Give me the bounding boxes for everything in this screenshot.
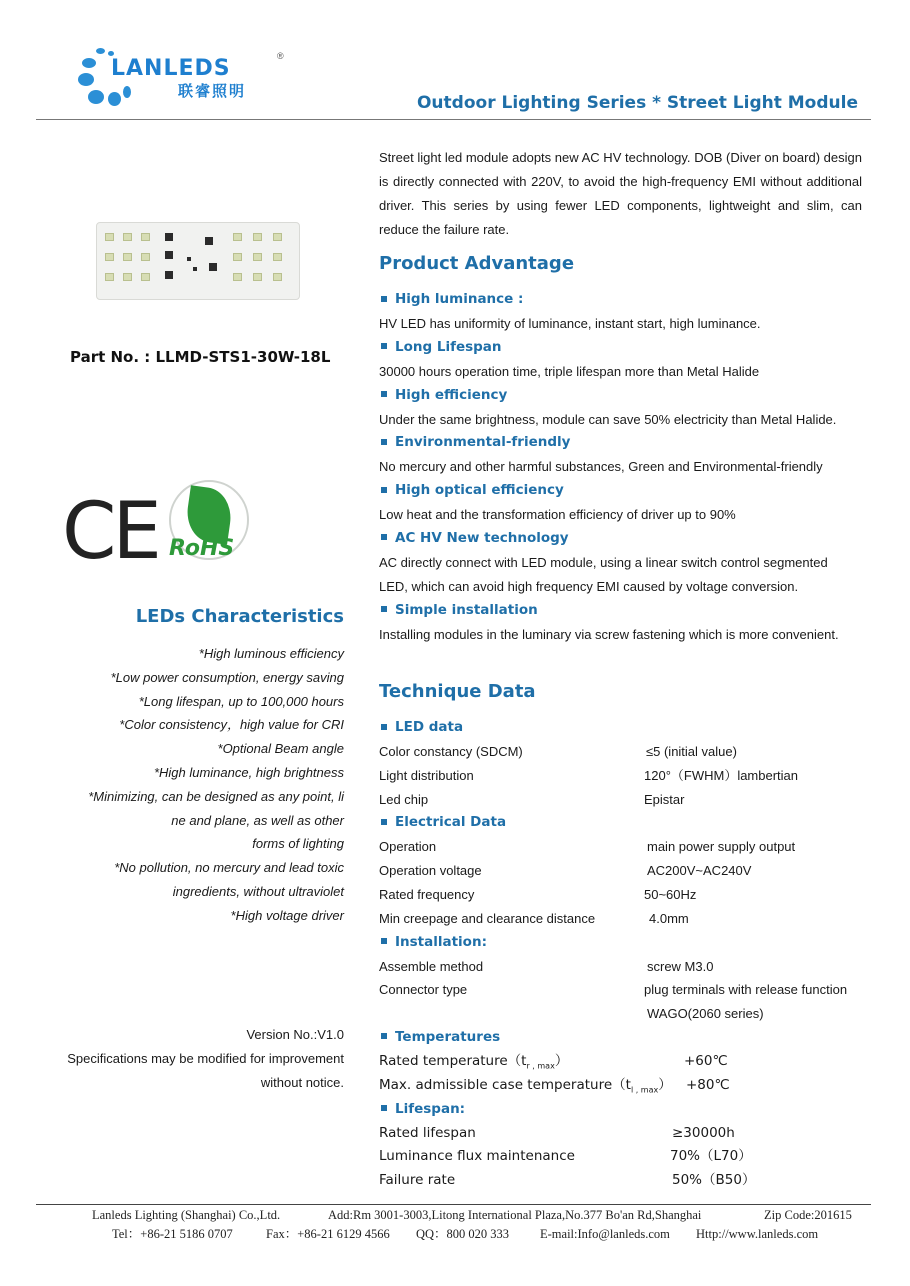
- characteristic-item: *Long lifespan, up to 100,000 hours: [138, 693, 344, 709]
- version-number: Version No.:V1.0: [246, 1027, 344, 1042]
- spec-row: Min creepage and clearance distance 4.0mm: [379, 910, 689, 926]
- intro-paragraph: Street light led module adopts new AC HV technology. DOB (Diver on board) design is directly connected with 220V, to avoid the high-frequency EMI without additional driver. This series by using fewer LED components, lightweight and slim, can reduce the failure rate.: [379, 150, 862, 237]
- ce-mark-icon: CE: [62, 487, 158, 577]
- advantage-heading: High luminance :: [395, 291, 524, 307]
- technique-data-title: Technique Data: [379, 681, 536, 702]
- spec-row: WAGO(2060 series): [647, 1006, 764, 1022]
- logo-dot: [78, 73, 94, 86]
- brand-name: LANLEDS: [111, 56, 231, 81]
- part-number: Part No. : LLMD-STS1-30W-18L: [70, 348, 331, 366]
- spec-row: Connector type plug terminals with release function: [379, 982, 848, 998]
- spec-row: Rated lifespan ≥30000h: [379, 1124, 735, 1141]
- header-divider: [36, 119, 871, 120]
- characteristic-item: *Color consistency，high value for CRI: [119, 717, 344, 733]
- characteristic-item: *Optional Beam angle: [217, 741, 344, 757]
- spec-row: Light distribution 120°（FWHM）lambertian: [379, 767, 799, 783]
- version-note: without notice.: [260, 1075, 344, 1090]
- page-title: Outdoor Lighting Series * Street Light Module: [416, 93, 858, 113]
- spec-row: Operation voltage AC200V~AC240V: [379, 863, 752, 879]
- version-note: Specifications may be modified for improvement: [67, 1051, 344, 1066]
- bullet-square-icon: [381, 938, 387, 944]
- section-heading: Lifespan:: [395, 1100, 466, 1117]
- spec-row: Failure rate 50%（B50）: [379, 1172, 756, 1189]
- advantage-text: HV LED has uniformity of luminance, instant start, high luminance.: [379, 316, 761, 331]
- footer: [36, 1206, 871, 1244]
- footer-qq: QQ：800 020 333: [416, 1227, 510, 1241]
- spec-row: Led chip Epistar: [379, 791, 685, 807]
- product-advantage-title: Product Advantage: [379, 253, 575, 274]
- footer-email[interactable]: E-mail:Info@lanleds.com: [540, 1227, 670, 1241]
- bullet-square-icon: [381, 819, 387, 825]
- logo-dot: [108, 92, 121, 106]
- spec-row: Rated $temperature(t_{r , max})$ +60℃: [379, 1052, 728, 1071]
- logo-dot: [123, 86, 131, 98]
- bullet-square-icon: [381, 487, 387, 493]
- advantage-text: 30000 hours operation time, triple lifespan more than Metal Halide: [379, 363, 760, 379]
- advantage-text: No mercury and other harmful substances, Green and Environmental-friendly: [379, 459, 823, 475]
- bullet-square-icon: [381, 296, 387, 302]
- spec-row: Rated frequency 50~60Hz: [379, 886, 697, 902]
- spec-row: Max. admissible case $temperature(t_{l , max})$ +80℃: [379, 1076, 730, 1095]
- advantage-heading: Environmental-friendly: [395, 434, 571, 451]
- bullet-square-icon: [381, 1033, 387, 1039]
- characteristic-item: *High luminance, high brightness: [153, 764, 344, 780]
- characteristic-item: forms of lighting: [252, 836, 344, 852]
- footer-fax: Fax：+86-21 6129 4566: [266, 1227, 390, 1241]
- section-heading: Temperatures: [395, 1028, 501, 1045]
- footer-address: Add:Rm 3001-3003,Litong International Plaza,No.377 Bo'an Rd,Shanghai: [328, 1208, 702, 1222]
- characteristic-item: *Low power consumption, energy saving: [110, 669, 344, 685]
- spec-row: Color constancy (SDCM) ≤5 (initial value): [379, 744, 737, 759]
- advantage-text: Low heat and the transformation efficiency of driver up to 90%: [379, 507, 736, 523]
- advantage-heading: AC HV New technology: [395, 529, 569, 546]
- bullet-square-icon: [381, 439, 387, 445]
- spec-row: Luminance flux maintenance 70%（L70）: [379, 1148, 752, 1165]
- characteristic-item: ingredients, without ultraviolet: [172, 883, 344, 899]
- footer-website[interactable]: Http://www.lanleds.com: [696, 1227, 819, 1241]
- spec-row: Operation main power supply output: [379, 839, 796, 855]
- bullet-square-icon: [381, 724, 387, 730]
- registered-mark: ®: [277, 51, 284, 61]
- advantage-text: Installing modules in the luminary via screw fastening which is more convenient.: [379, 626, 839, 642]
- advantage-text: Under the same brightness, module can save 50% electricity than Metal Halide.: [379, 411, 837, 427]
- characteristic-item: *High luminous efficiency: [198, 646, 344, 661]
- bullet-square-icon: [381, 606, 387, 612]
- characteristic-item: ne and plane, as well as other: [171, 812, 344, 828]
- section-heading: LED data: [395, 719, 464, 735]
- logo-dot: [88, 90, 104, 104]
- bullet-square-icon: [381, 343, 387, 349]
- advantage-heading: High optical efficiency: [395, 482, 564, 499]
- product-image-led-module: [96, 222, 300, 300]
- logo-dot: [96, 48, 105, 54]
- advantage-heading: Simple installation: [395, 601, 538, 618]
- section-heading: Electrical Data: [395, 814, 507, 831]
- logo-dot: [82, 58, 96, 68]
- footer-company: Lanleds Lighting (Shanghai) Co.,Ltd.: [92, 1208, 281, 1222]
- footer-zip: Zip Code:201615: [764, 1208, 852, 1222]
- rohs-mark-icon: RoHS: [165, 478, 253, 566]
- advantage-text: AC directly connect with LED module, using a linear switch control segmented: [379, 554, 828, 570]
- leds-characteristics-list: [20, 642, 344, 928]
- advantage-heading: High efficiency: [395, 386, 508, 403]
- characteristic-item: *Minimizing, can be designed as any point, li: [88, 788, 344, 804]
- lanleds-logo: [78, 46, 284, 110]
- characteristic-item: *High voltage driver: [230, 907, 344, 923]
- bullet-square-icon: [381, 534, 387, 540]
- advantage-text: LED, which can avoid high frequency EMI caused by voltage conversion.: [379, 578, 799, 594]
- bullet-square-icon: [381, 1105, 387, 1111]
- spec-row: Assemble method screw M3.0: [379, 958, 714, 974]
- characteristic-item: *No pollution, no mercury and lead toxic: [114, 860, 344, 876]
- leds-characteristics-title: LEDs Characteristics: [135, 606, 344, 627]
- technique-data-table: [379, 716, 869, 1193]
- footer-divider: [36, 1204, 871, 1205]
- brand-name-cn: 联睿照明: [178, 83, 247, 100]
- bullet-square-icon: [381, 391, 387, 397]
- advantage-heading: Long Lifespan: [395, 338, 502, 355]
- section-heading: Installation:: [395, 933, 487, 950]
- product-advantage-list: [379, 288, 869, 646]
- footer-tel: Tel：+86-21 5186 0707: [112, 1227, 233, 1241]
- version-block: [20, 1023, 344, 1095]
